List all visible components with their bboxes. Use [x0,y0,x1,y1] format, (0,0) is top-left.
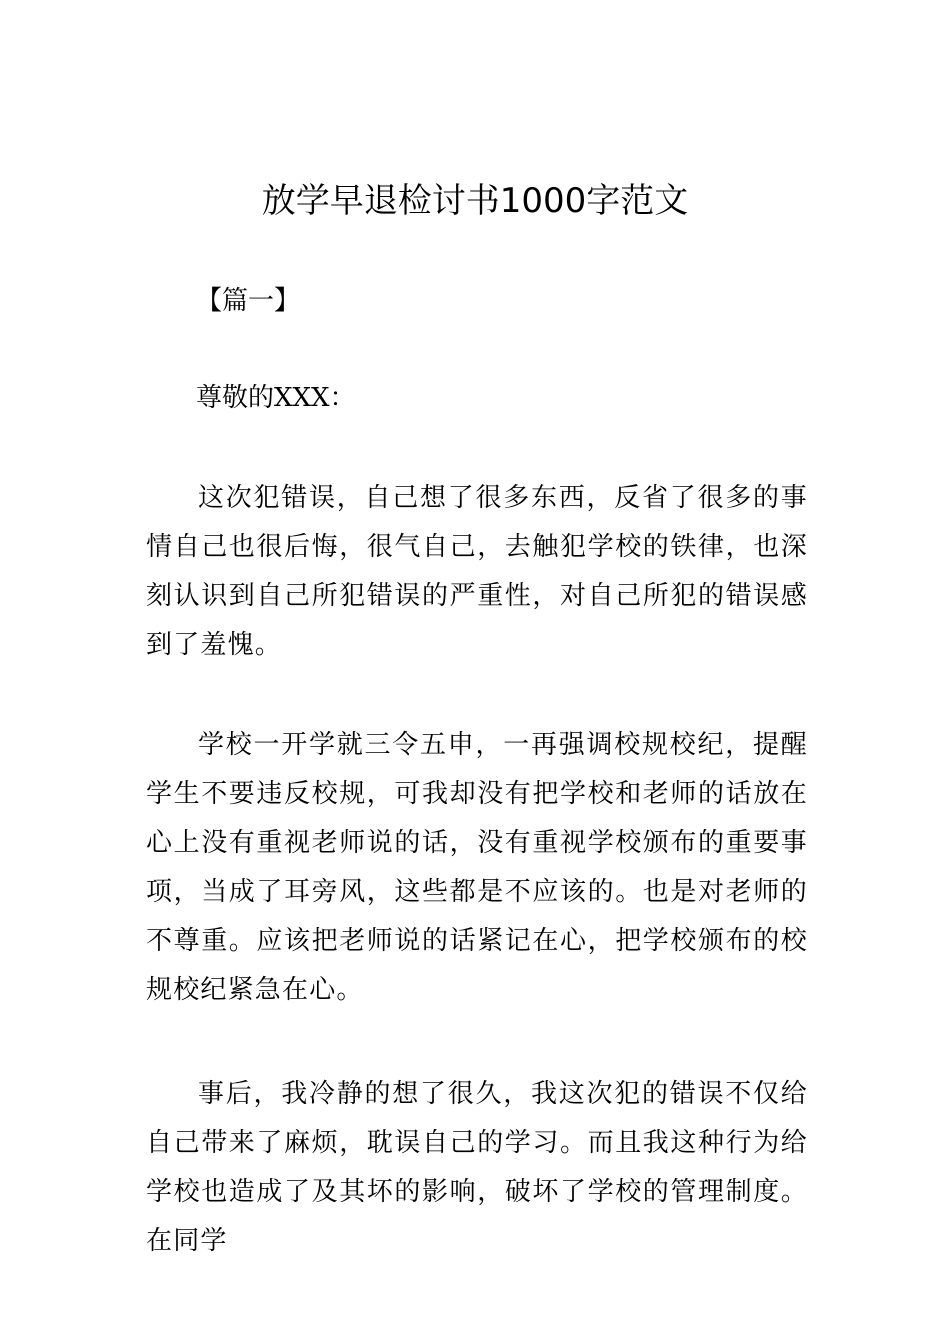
document-title: 放学早退检讨书1000字范文 [261,181,689,221]
paragraph-1: 这次犯错误，自己想了很多东西，反省了很多的事情自己也很后悔，很气自己，去触犯学校的铁律，也深刻认识到自己所犯错误的严重性，对自己所犯的错误感到了羞愧。 [146,483,808,660]
salutation: 尊敬的XXX： [196,383,356,413]
section-label: 【篇一】 [196,286,301,316]
paragraph-3: 事后，我冷静的想了很久，我这次犯的错误不仅给自己带来了麻烦，耽误自己的学习。而且我这种行为给学校也造成了及其坏的影响，破坏了学校的管理制度。在同学 [146,1079,808,1256]
paragraph-2: 学校一开学就三令五申，一再强调校规校纪，提醒学生不要违反校规，可我却没有把学校和老师的话放在心上没有重视老师说的话，没有重视学校颁布的重要事项，当成了耳旁风，这些都是不应该的。也是对老师的不尊重。应该把老师说的话紧记在心，把学校颁布的校规校纪紧急在心。 [146,730,808,1005]
